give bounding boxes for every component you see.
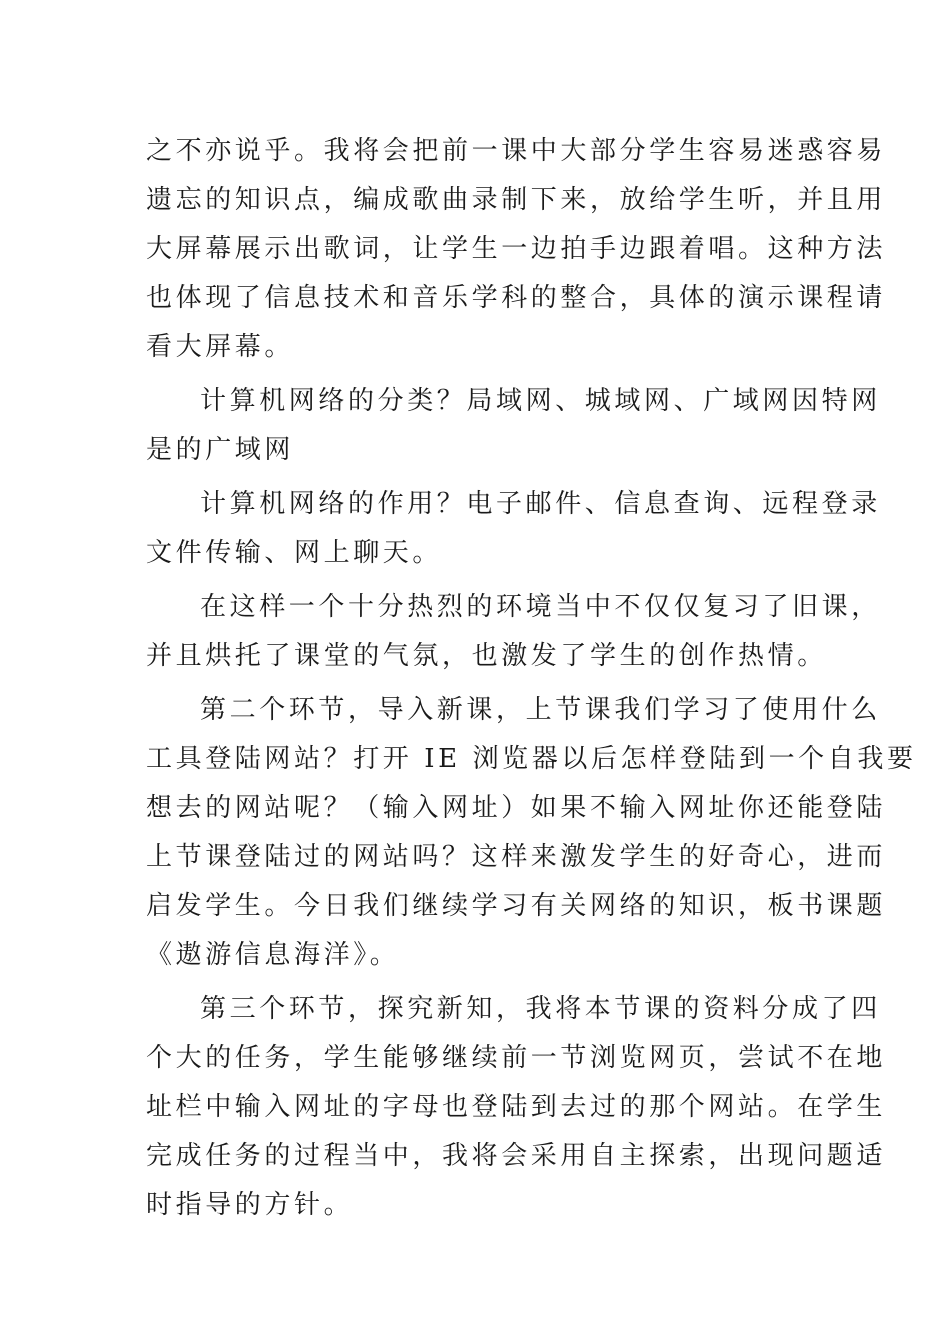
text-line: 完成任务的过程当中，我将会采用自主探索，出现问题适 — [146, 1141, 887, 1171]
text-line: 工具登陆网站？打开 IE 浏览器以后怎样登陆到一个自我要 — [146, 744, 917, 774]
text-line: 第二个环节，导入新课，上节课我们学习了使用什么 — [200, 695, 881, 725]
text-line: 计算机网络的分类？局域网、城域网、广域网因特网 — [200, 386, 881, 416]
text-line: 启发学生。今日我们继续学习有关网络的知识，板书课题 — [146, 891, 887, 921]
document-body — [146, 127, 917, 1230]
text-line: 并且烘托了课堂的气氛，也激发了学生的创作热情。 — [146, 641, 827, 671]
text-line: 第三个环节，探究新知，我将本节课的资料分成了四 — [200, 994, 881, 1024]
text-line: 址栏中输入网址的字母也登陆到去过的那个网站。在学生 — [146, 1092, 887, 1122]
paragraph — [146, 583, 881, 681]
text-line: 在这样一个十分热烈的环境当中不仅仅复习了旧课， — [200, 592, 881, 622]
text-line: 是的广域网 — [146, 435, 295, 465]
text-line: 个大的任务，学生能够继续前一节浏览网页，尝试不在地 — [146, 1043, 887, 1073]
paragraph — [146, 127, 887, 372]
text-line: 之不亦说乎。我将会把前一课中大部分学生容易迷惑容易 — [146, 136, 887, 166]
text-line: 计算机网络的作用？电子邮件、信息查询、远程登录 — [200, 489, 881, 519]
text-line: 上节课登陆过的网站吗？这样来激发学生的好奇心，进而 — [146, 842, 887, 872]
paragraph — [146, 480, 881, 578]
text-line: 也体现了信息技术和音乐学科的整合，具体的演示课程请 — [146, 283, 887, 313]
paragraph — [146, 377, 881, 475]
paragraph — [146, 686, 917, 980]
text-line: 时指导的方针。 — [146, 1190, 354, 1220]
text-line: 《遨游信息海洋》。 — [146, 940, 400, 970]
text-line: 遗忘的知识点，编成歌曲录制下来，放给学生听，并且用 — [146, 185, 887, 215]
text-line: 看大屏幕。 — [146, 332, 295, 362]
text-line: 文件传输、网上聊天。 — [146, 538, 443, 568]
paragraph — [146, 985, 887, 1230]
text-line: 想去的网站呢？（输入网址）如果不输入网址你还能登陆 — [146, 793, 887, 823]
text-line: 大屏幕展示出歌词，让学生一边拍手边跟着唱。这种方法 — [146, 234, 887, 264]
